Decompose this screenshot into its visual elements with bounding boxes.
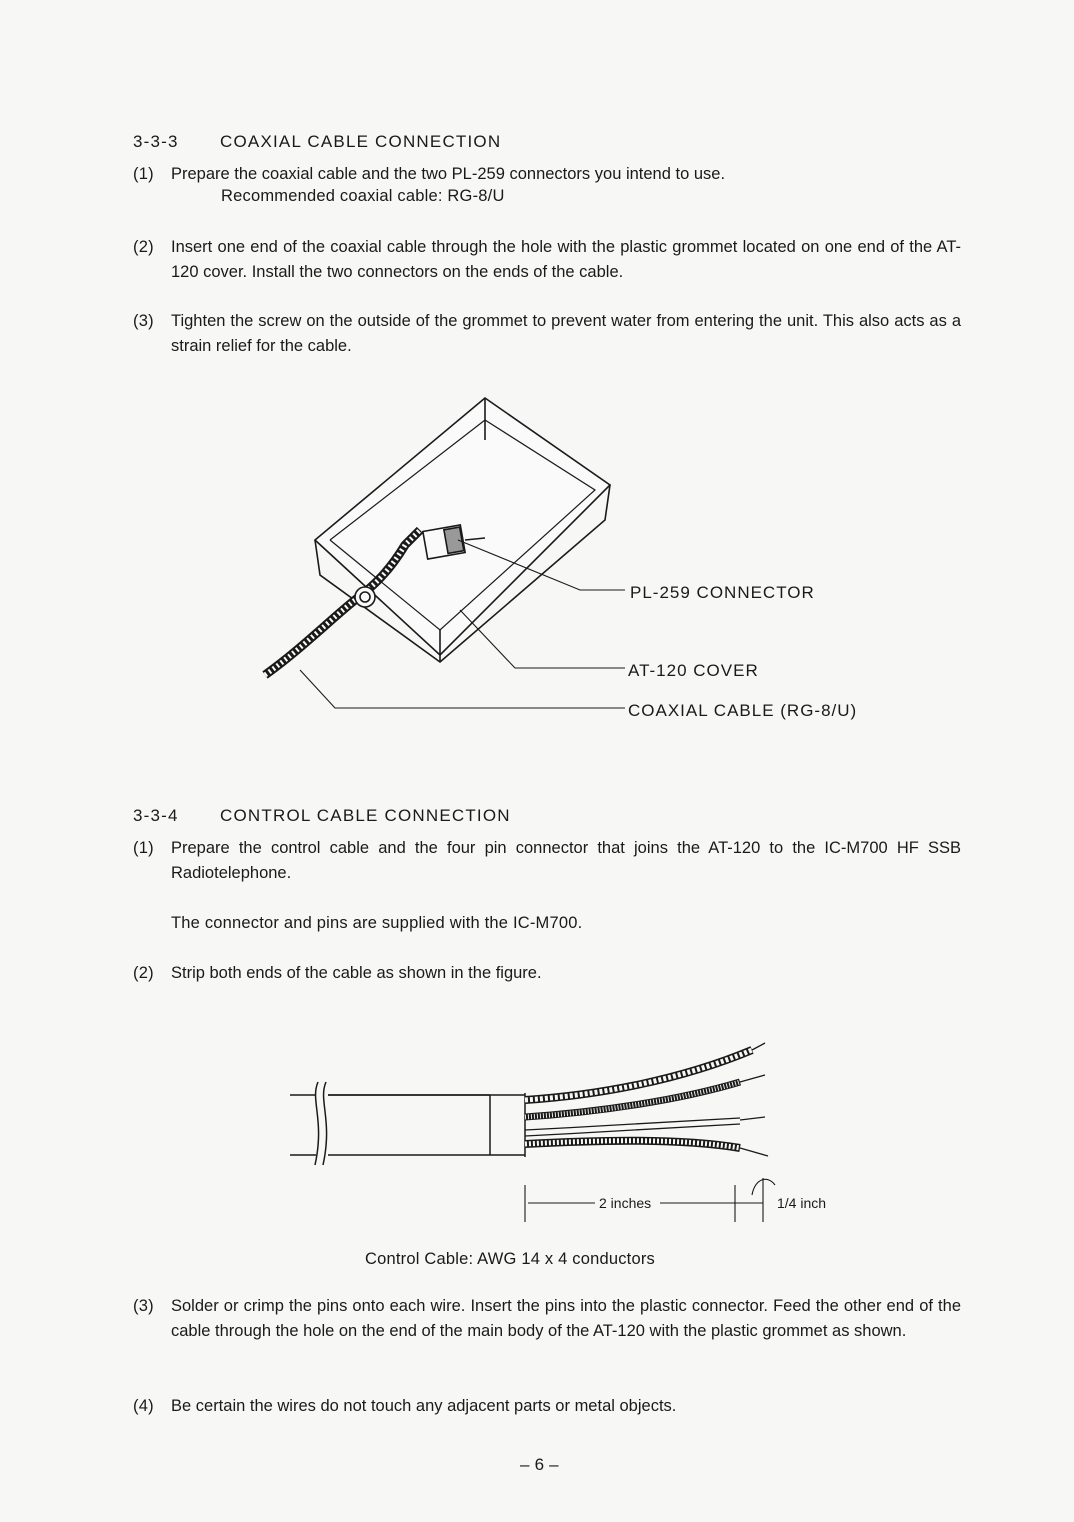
note-text: The connector and pins are supplied with the IC-M700.: [171, 914, 583, 932]
step-number: (1): [133, 165, 154, 183]
step-number: (4): [133, 1397, 154, 1415]
step-text: Tighten the screw on the outside of the grommet to prevent water from entering the unit. This also acts as a strain relief for the cable.: [171, 312, 961, 355]
cable-jacket-drawing: [290, 1082, 525, 1165]
step-text: Be certain the wires do not touch any adjacent parts or metal objects.: [171, 1397, 677, 1415]
conductors-drawing: [525, 1043, 768, 1156]
step-number: (2): [133, 238, 154, 256]
step-number: (2): [133, 964, 154, 982]
section-heading: CONTROL CABLE CONNECTION: [220, 806, 511, 825]
step-number: (3): [133, 312, 154, 330]
section-number: 3-3-4: [133, 806, 179, 825]
label-tip-length: 1/4 inch: [777, 1195, 827, 1211]
step-text: Prepare the control cable and the four pin connector that joins the AT-120 to the IC-M700 HF SSB Radiotelephone.: [171, 839, 961, 882]
step-number: (1): [133, 839, 154, 857]
step-text: Strip both ends of the cable as shown in the figure.: [171, 964, 542, 982]
label-pl259-connector: PL-259 CONNECTOR: [630, 583, 815, 602]
section-heading: COAXIAL CABLE CONNECTION: [220, 132, 502, 151]
label-coaxial-cable: COAXIAL CABLE (RG-8/U): [628, 701, 858, 720]
section-number: 3-3-3: [133, 132, 179, 151]
label-at120-cover: AT-120 COVER: [628, 661, 759, 680]
step-text: Prepare the coaxial cable and the two PL-259 connectors you intend to use.: [171, 165, 726, 183]
page-number: – 6 –: [520, 1455, 559, 1474]
recommended-cable: Recommended coaxial cable: RG-8/U: [221, 187, 505, 205]
step-number: (3): [133, 1297, 154, 1315]
step-text: Insert one end of the coaxial cable through the hole with the plastic grommet located on one end of the AT-120 cover. Install the two connectors on the ends of the cable.: [171, 238, 961, 281]
figure-caption: Control Cable: AWG 14 x 4 conductors: [365, 1250, 655, 1268]
step-text: Solder or crimp the pins onto each wire. Insert the pins into the plastic connector. Feed the other end of the cable through the hole on the end of the main body of the AT-120 with the plastic grommet as shown.: [171, 1297, 961, 1340]
label-strip-length: 2 inches: [599, 1195, 652, 1211]
